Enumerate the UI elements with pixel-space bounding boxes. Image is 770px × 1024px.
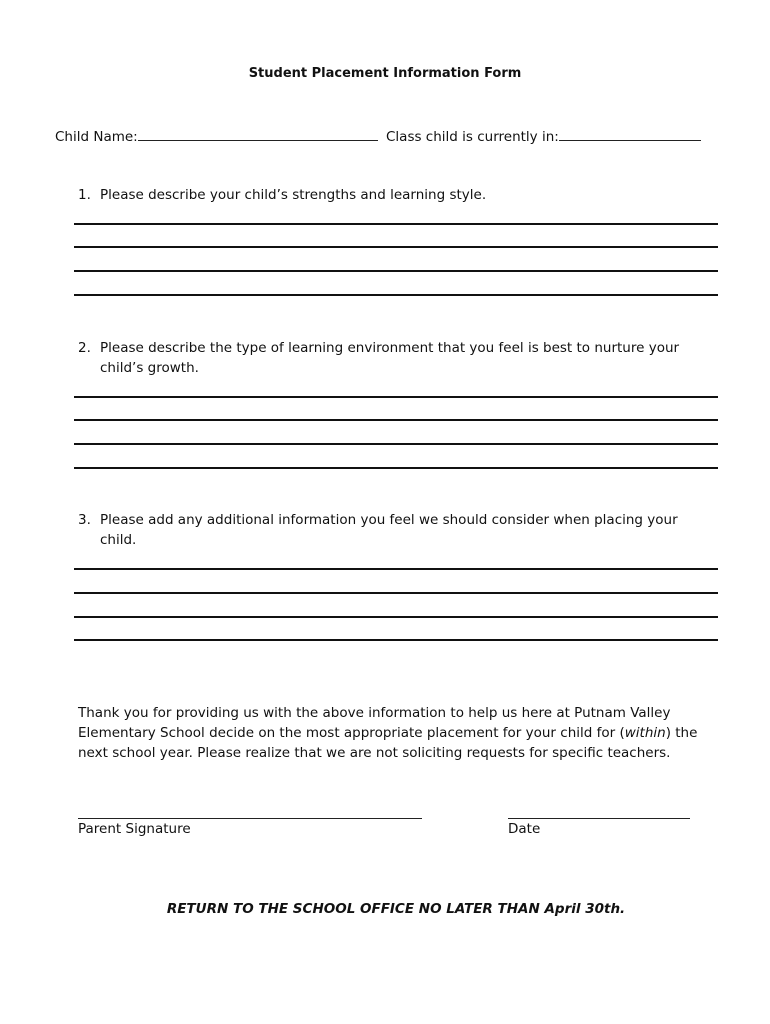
question-number: 1.: [78, 187, 91, 203]
child-name-label: Child Name:: [55, 129, 138, 145]
question-number: 2.: [78, 340, 91, 356]
parent-signature-line[interactable]: [78, 818, 422, 819]
answer-line[interactable]: [74, 294, 718, 296]
date-line[interactable]: [508, 818, 690, 819]
answer-line[interactable]: [74, 246, 718, 248]
child-name-row: [55, 126, 378, 145]
thank-you-text-start: Thank you for providing us with the above information to help us here at Putnam Valley Elementary School decide on the most appropriate placement for your child for (: [78, 705, 671, 741]
form-title: Student Placement Information Form: [248, 66, 522, 81]
answer-line[interactable]: [74, 639, 718, 641]
answer-line[interactable]: [74, 443, 718, 445]
question-text: Please describe your child’s strengths and learning style.: [100, 187, 487, 203]
thank-you-emphasis: within: [624, 725, 666, 741]
answer-line[interactable]: [74, 568, 718, 570]
answer-line[interactable]: [74, 419, 718, 421]
current-class-row: [386, 126, 701, 145]
question-text: Please describe the type of learning environment that you feel is best to nurture your child’s growth.: [100, 340, 680, 376]
answer-line[interactable]: [74, 467, 718, 469]
thank-you-text-end: ) the next school year. Please realize that we are not soliciting requests for specific teachers.: [78, 725, 698, 761]
answer-line[interactable]: [74, 270, 718, 272]
question-2: [78, 338, 708, 378]
answer-line[interactable]: [74, 396, 718, 398]
date-label: Date: [508, 821, 541, 837]
current-class-label: Class child is currently in:: [386, 129, 559, 145]
answer-line[interactable]: [74, 223, 718, 225]
answer-line[interactable]: [74, 616, 718, 618]
question-number: 3.: [78, 512, 91, 528]
child-name-field[interactable]: [138, 126, 378, 141]
return-deadline-note: RETURN TO THE SCHOOL OFFICE NO LATER THAN April 30th.: [166, 901, 626, 917]
question-text: Please add any additional information you feel we should consider when placing your child.: [100, 512, 678, 548]
question-1: [78, 185, 708, 205]
question-3: [78, 510, 708, 550]
parent-signature-label: Parent Signature: [78, 821, 191, 837]
thank-you-paragraph: [78, 703, 718, 763]
answer-line[interactable]: [74, 592, 718, 594]
current-class-field[interactable]: [559, 126, 701, 141]
